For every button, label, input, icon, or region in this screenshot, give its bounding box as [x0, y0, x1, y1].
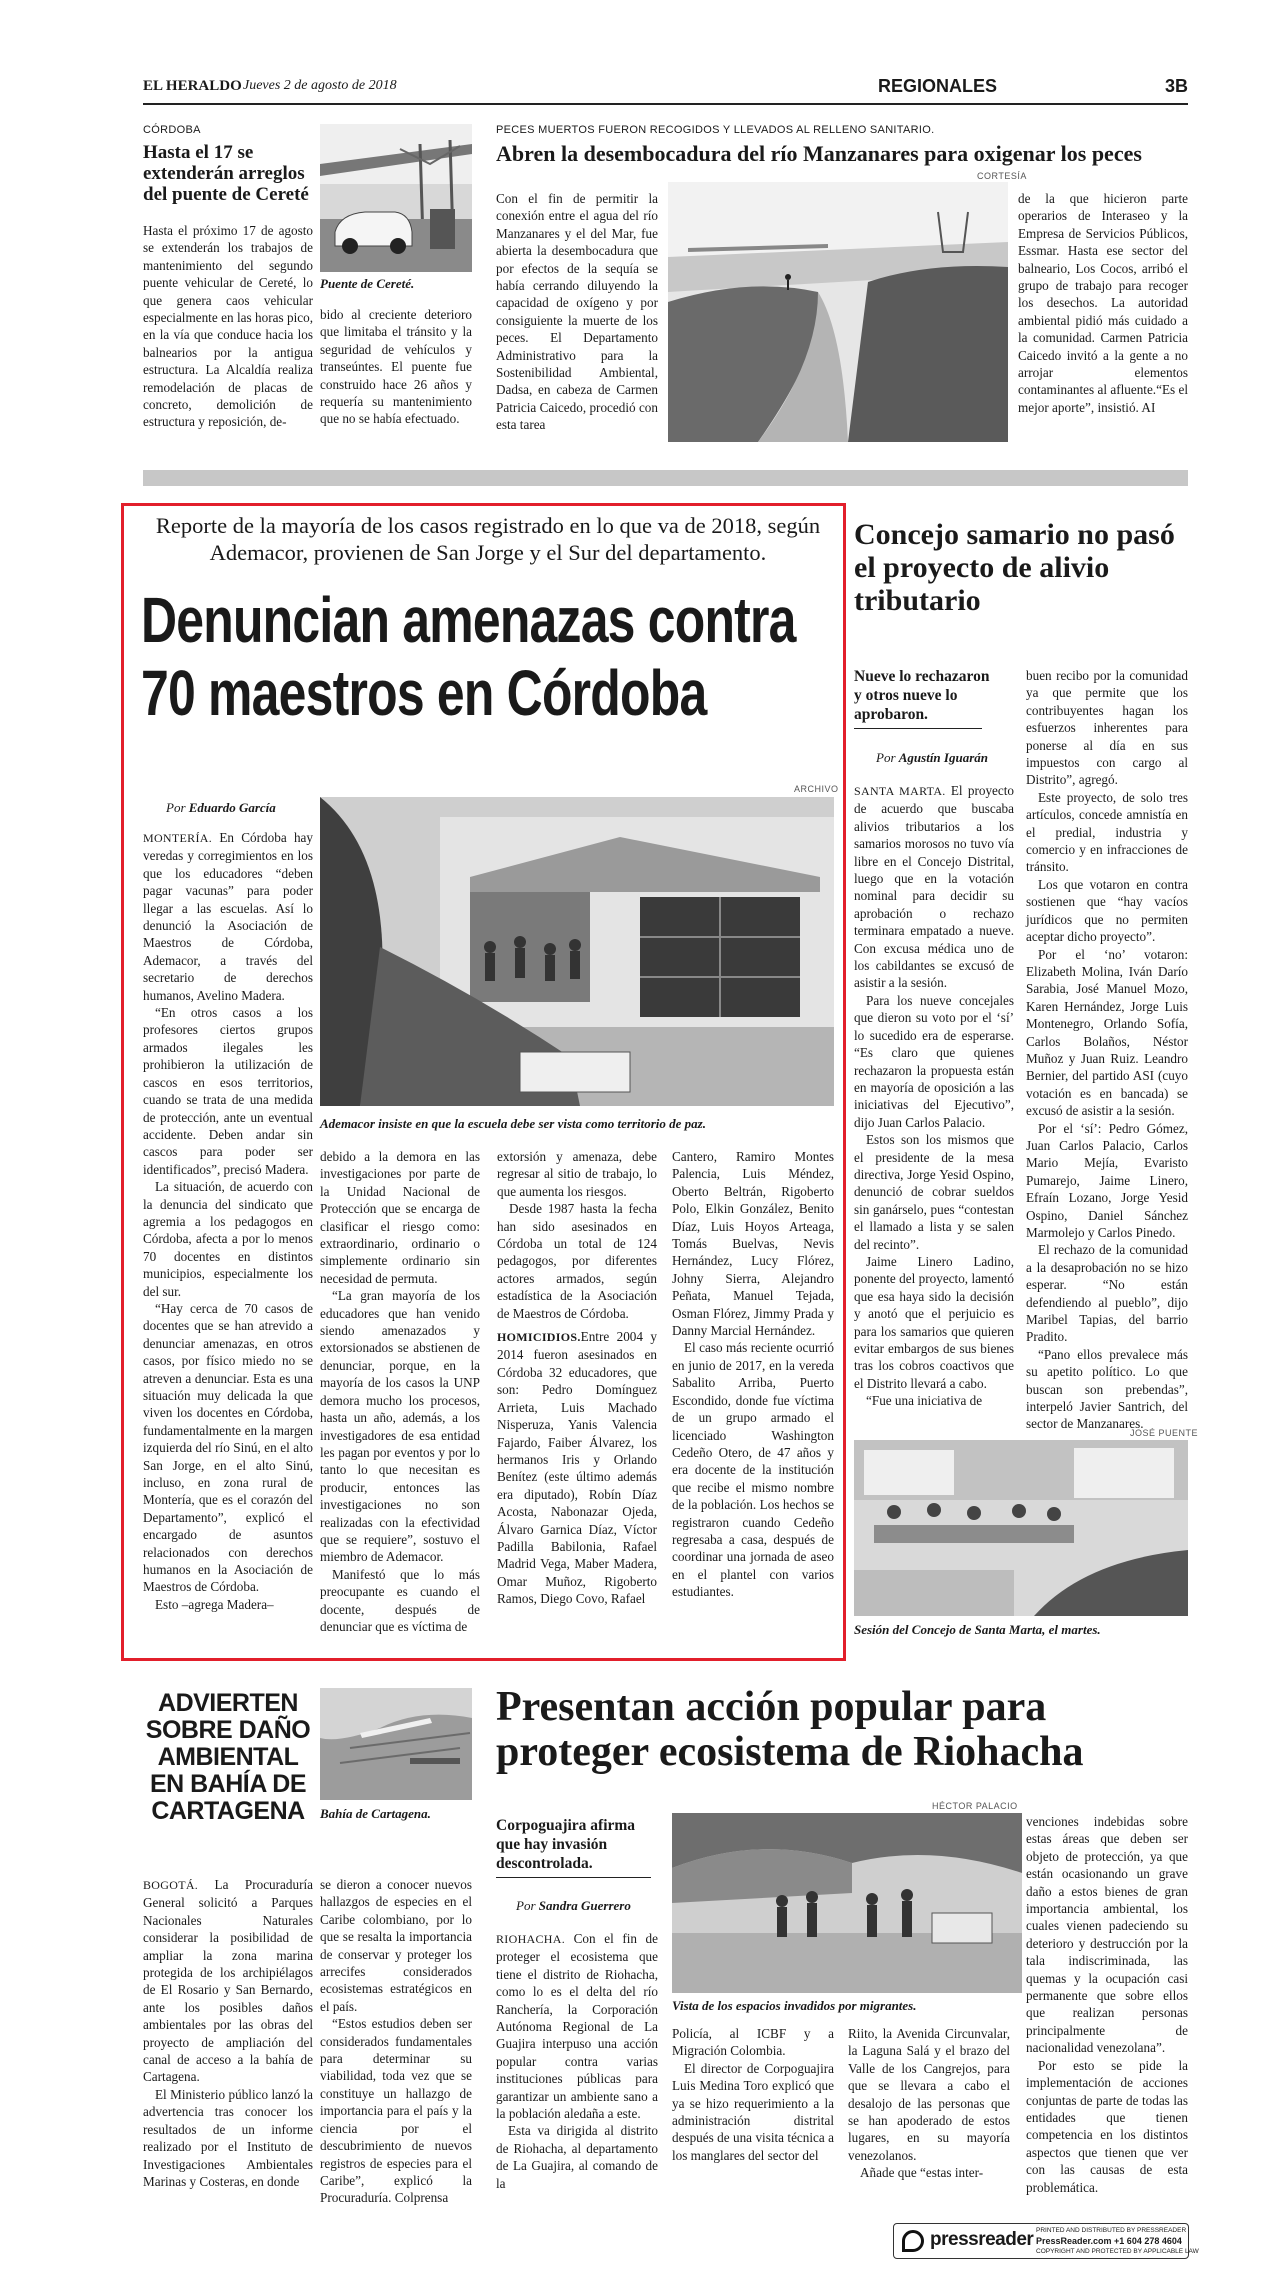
riohacha-col1-p2: Esta va dirigida al distrito de Riohacha, al departamento de La Guajira, al comando de la	[496, 2123, 658, 2191]
bahia-col1	[143, 1876, 313, 2190]
riohacha-col2	[672, 2025, 834, 2164]
riohacha-credit: HÉCTOR PALACIO	[932, 1801, 1018, 1811]
cordoba-col1-p2: “En otros casos a los profesores ciertos grupos armados ilegales les prohibieron la utilización de cascos en esos territorios, cuando se trata de una medida de protección, ante un eventual accidente. Deben andar sin cascos para poder ser identificados”, precisó Madera.	[143, 1005, 313, 1177]
manzanares-kicker: PECES MUERTOS FUERON RECOGIDOS Y LLEVADOS AL RELLENO SANITARIO.	[496, 124, 935, 136]
cordoba-col3-p1: extorsión y amenaza, debe regresar al sitio de trabajo, lo que aumenta los riesgos.	[497, 1149, 657, 1199]
cordoba-title-line1: Denuncian amenazas contra	[141, 584, 796, 656]
concejo-col2-p6: El rechazo de la comunidad a la desaprobación no se hizo esperar. “No están defendiendo al pueblo”, dijo Maribel Tapias, del barrio Pradito.	[1026, 1242, 1188, 1345]
riohacha-col4-p2: Por esto se pide la implementación de acciones conjuntas de parte de todas las entidades que tienen competencia en los distintos aspectos que tienen que ver con las causas de esta problemática.	[1026, 2057, 1188, 2195]
pressreader-badge[interactable]	[893, 2223, 1199, 2259]
cerete-col1-text: Hasta el próximo 17 de agosto se extenderán los trabajos de mantenimiento del segundo puente vehicular de Cereté, lo que genera caos vehicular especialmente en las horas pico, en la vía que conduce hacia los balnearios por la antigua estructura. La Alcaldía realiza remodelación de placas de concreto, demolición de estructura y reposición, de-	[143, 223, 313, 430]
riohacha-sub-rule	[496, 1877, 651, 1878]
concejo-col2-p2: Este proyecto, de solo tres artículos, concede amnistía en el predial, industria y comercio y en infracciones de tránsito.	[1026, 789, 1188, 875]
concejo-col1-p1-text: El proyecto de acuerdo que buscaba alivios tributarios a los samarios morosos no tuvo vía libre en el Concejo Distrital, luego que en la votación nominal para decidir su aprobación o rechazo terminara empatado a nueve. Con excusa médica uno de los cabildantes se excusó de asistir a la sesión.	[854, 783, 1014, 991]
cordoba-col2-p3: Manifestó que lo más preocupante es cuando el docente, después de denunciar que es víctima de	[320, 1566, 480, 1634]
section-divider	[143, 470, 1188, 486]
cordoba-col2-p1: debido a la demora en las investigaciones por parte de la Unidad Nacional de Protección que se encarga de clasificar el riesgo como: extraordinario, ordinario o simplemente ordinario sin necesidad de permuta.	[320, 1149, 480, 1286]
riohacha-col3	[848, 2025, 1010, 2182]
cordoba-col2-p2: “La gran mayoría de los educadores que han venido siendo amenazados y extorsionados se abstienen de denunciar, porque, en la mayoría de los casos la UNP demora mucho los procesos, hasta un año, además, a los investigadores de esa entidad les pagan por eventos y por lo tanto lo que necesitan es producir, entonces las investigaciones no son realizadas con la efectividad que se requiere”, sostuvo el miembro de Ademacor.	[320, 1288, 480, 1565]
riohacha-title: Presentan acción popular para proteger ecosistema de Riohacha	[496, 1684, 1084, 1775]
concejo-col2-p7: “Pano ellos prevalece más su apetito político. Lo que buscan son prebendas”, interpeló Javier Santrich, del sector de Manzanares.	[1026, 1346, 1188, 1432]
cordoba-homicidios-lead: HOMICIDIOS.	[497, 1330, 581, 1345]
cordoba-kicker: Reporte de la mayoría de los casos registrado en lo que va de 2018, según Ademacor, provienen de San Jorge y el Sur del departamento.	[155, 513, 821, 565]
concejo-col2-p5: Por el ‘sí’: Pedro Gómez, Juan Carlos Palacio, Carlos Mario Mejía, Evaristo Pumarejo, Jaime Linero, Efraín Lozano, Jorge Yesid Ospino, Daniel Sánchez Marmolejo y Carlos Pinedo.	[1026, 1120, 1188, 1240]
cordoba-credit: ARCHIVO	[794, 784, 839, 794]
bay-aerial-photo-icon	[320, 1688, 472, 1800]
riohacha-col2-p1: Policía, al ICBF y a Migración Colombia.	[672, 2026, 834, 2059]
council-session-photo-icon	[854, 1440, 1188, 1616]
cordoba-col1	[143, 829, 313, 1613]
bahia-col2-p2: “Estos estudios deben ser considerados fundamentales para determinar su viabilidad, toda vez que se constituye un hallazgo de importancia para el país y la ciencia por el descubrimiento de nuevos registros de especies para el Caribe”, explicó la Procuraduría. Colprensa	[320, 2016, 472, 2206]
manzanares-credit: CORTESÍA	[977, 171, 1027, 181]
cordoba-col4-p2: El caso más reciente ocurrió en junio de 2017, en la vereda Sabalito Arriba, Puerto Escondido, donde fue víctima de un grupo armado el licenciado Washington Cedeño Otero, de 47 años y era docente de la institución que recibe el mismo nombre de la población. Los hechos se registraron cuando Cedeño regresaba a casa, después de coordinar una jornada de aseo en el plantel con varios estudiantes.	[672, 1340, 834, 1600]
riohacha-col3-p1: Riito, la Avenida Circunvalar, la Laguna Salá y el brazo del Valle de los Cangrejos, para que se llevara a cabo el desalojo de las personas que se han apoderado de estos lugares, en su mayoría venezolanos.	[848, 2026, 1010, 2163]
concejo-col1-p4: Jaime Linero Ladino, ponente del proyecto, lamentó que esa haya sido la decisión y anotó que el perjuicio es para los samarios que quieren evitar embargos de sus bienes tras los cobros coactivos que el Distrito llevará a cabo.	[854, 1253, 1014, 1391]
bahia-col1-p1-text: La Procuraduría General solicitó a Parques Nacionales Naturales considerar la posibilidad de ampliar la zona marina protegida de los archipiélagos de El Rosario y San Bernardo, ante los posibles daños ambientales por las obras del proyecto de ampliación del canal de acceso a la bahía de Cartagena.	[143, 1877, 313, 2085]
cordoba-col1-p4: “Hay cerca de 70 casos de docentes que se han atrevido a denunciar amenazas, en otros casos, por físico miedo no se atreven a denunciar. Esta es una situación muy delicada la que viven los docentes en Córdoba, fundamentalmente en la margen izquierda del río Sinú, en el alto San Jorge, en el alto Sinú, incluso, en zona rural de Montería, que es el corazón del Departamento”, explicó el encargado de asuntos relacionados con derechos humanos en la Asociación de Maestros de Córdoba.	[143, 1300, 313, 1595]
concejo-byline-name: Agustín Iguarán	[898, 750, 988, 765]
manzanares-photo	[668, 182, 1008, 442]
pressreader-line1: PRINTED AND DISTRIBUTED BY PRESSREADER	[1036, 2227, 1187, 2234]
cordoba-title-line2: 70 maestros en Córdoba	[141, 657, 707, 729]
riohacha-dateline: RIOHACHA.	[496, 1932, 566, 1946]
concejo-col2-p1: buen recibo por la comunidad ya que permite que los contribuyentes hagan los esfuerzos inherentes para ponerse al día en sus impuestos con cargo al Distrito”, agregó.	[1026, 668, 1188, 788]
cordoba-col1-p1-text: En Córdoba hay veredas y corregimientos en los que los educadores “deben pagar vacunas” para poder llegar a las escuelas. Así lo denunció la Asociación de Maestros de Córdoba, Ademacor, a través del secretario de derechos humanos, Avelino Madera.	[143, 830, 314, 1003]
bahia-title: ADVIERTEN SOBRE DAÑO AMBIENTAL EN BAHÍA DE CARTAGENA	[145, 1689, 311, 1825]
cordoba-photo	[320, 797, 834, 1106]
paper-name: EL HERALDO	[143, 78, 242, 94]
bahia-col1-p2: El Ministerio público lanzó la advertencia tras conocer los resultados de un informe realizado por el Instituto de Investigaciones Ambientales Marinas y Costeras, en donde	[143, 2086, 313, 2189]
concejo-col2	[1026, 667, 1188, 1433]
concejo-dateline: SANTA MARTA.	[854, 784, 946, 798]
riohacha-col1-p1	[496, 1930, 658, 2122]
riohacha-byline-name: Sandra Guerrero	[538, 1898, 631, 1913]
concejo-col2-p4: Por el ‘no’ votaron: Elizabeth Molina, Iván Darío Sarabia, José Manuel Mozo, Karen Hernández, Jorge Luis Montenegro, Orlando Sofía, Carlos Bolaños, Néstor Muñoz y Juan Ruiz. Leandro Bernier, del partido ASI (cuyo votación es en bancada) se excusó de asistir a la sesión.	[1026, 946, 1188, 1119]
cordoba-dateline: MONTERÍA.	[143, 831, 213, 845]
cordoba-col3	[497, 1148, 657, 1608]
cordoba-byline-name: Eduardo García	[188, 800, 276, 815]
bahia-col2	[320, 1876, 472, 2207]
pressreader-line3: COPYRIGHT AND PROTECTED BY APPLICABLE LAW	[1036, 2248, 1199, 2255]
concejo-credit: JOSÉ PUENTE	[1130, 1428, 1199, 1438]
cordoba-col3-p2: Desde 1987 hasta la fecha han sido asesinados en Córdoba un total de 124 pedagogos, por diferentes actores armados, según estadística de la Asociación de Maestros de Córdoba.	[497, 1201, 657, 1321]
issue-date: Jueves 2 de agosto de 2018	[243, 78, 397, 93]
riohacha-byline-prefix: Por	[516, 1898, 536, 1913]
pressreader-brand: pressreader	[930, 2229, 1034, 2250]
concejo-col1	[854, 782, 1014, 1410]
cerete-caption: Puente de Cereté.	[320, 276, 415, 291]
riohacha-col1-p1-text: Con el fin de proteger el ecosistema que tiene el distrito de Riohacha, como lo es el delta del río Ranchería, la Corporación Autónoma Regional de La Guajira interpuso una acción popular contra varias instituciones públicas para garantizar un ambiente sano a la población aledaña a este.	[496, 1931, 658, 2122]
bahia-col2-p1: se dieron a conocer nuevos hallazgos de especies en el Caribe colombiano, por lo que se resalta la importancia de conservar y proteger los arrecifes considerados ecosistemas estratégicos en el país.	[320, 1877, 472, 2014]
manzanares-col1-text: Con el fin de permitir la conexión entre el agua del río Manzanares y el del Mar, fue abierta la desembocadura que por efectos de la sequía se había cerrando diluyendo la capacidad de oxígeno y por consiguiente la muerte de los peces. El Departamento Administrativo para la Sostenibilidad Ambiental, Dadsa, en cabeza de Carmen Patricia Caicedo, procedió con esta tarea	[496, 191, 658, 433]
section-name: REGIONALES	[878, 76, 998, 96]
cerete-photo	[320, 124, 472, 272]
cordoba-col4	[672, 1148, 834, 1601]
riohacha-subhead: Corpoguajira afirma que hay invasión descontrolada.	[496, 1817, 636, 1872]
riohacha-col1	[496, 1930, 658, 2192]
manzanares-col2-text: de la que hicieron parte operarios de Interaseo y la Empresa de Servicios Públicos, Essmar. Hasta ese sector del balneario, Los Cocos, arribó el grupo de trabajo para recoger los desechos. La autoridad ambiental pidió más cuidado a la comunidad. Carmen Patricia Caicedo invitó a la gente a no arrojar elementos contaminantes al afluente.“Es el mejor aporte”, insistió. AI	[1018, 191, 1188, 415]
riohacha-col4-p1: venciones indebidas sobre estas áreas que deben ser objeto de protección, ya que están ocasionando un grave daño a estos bienes de gran importancia ambiental, los cuales vienen padeciendo su deterioro y destrucción por la tala indiscriminada, las quemas y la ocupación casi permanente que sobre ellos que realizan personas principalmente de nacionalidad venezolana”.	[1026, 1814, 1188, 2056]
concejo-col1-p5: “Fue una iniciativa de	[866, 1393, 983, 1409]
header-rule	[143, 103, 1188, 105]
cerete-col2-text: bido al creciente deterioro que limitaba el tránsito y la seguridad de vehículos y transeúntes. El puente fue construido hace 26 años y requería su mantenimiento que no se había efectuado.	[320, 307, 472, 427]
concejo-byline	[876, 750, 988, 766]
cordoba-col3-p3	[497, 1328, 657, 1608]
river-mouth-photo-icon	[668, 182, 1008, 442]
concejo-caption: Sesión del Concejo de Santa Marta, el martes.	[854, 1622, 1101, 1637]
cerete-col2	[320, 306, 472, 428]
cerete-col1	[143, 222, 313, 431]
concejo-byline-prefix: Por	[876, 750, 896, 765]
cordoba-col1-p5: Esto –agrega Madera–	[155, 1596, 274, 1612]
concejo-col1-p2: Para los nueve concejales que dieron su voto por el ‘sí’ lo sucedido era de esperarse. “Es claro que quienes rechazaron la propuesta están en mayoría de oposición a las iniciativas del Ejecutivo”, dijo Juan Carlos Palacio.	[854, 992, 1014, 1130]
manzanares-title: Abren la desembocadura del río Manzanares para oxigenar los peces	[496, 141, 1142, 166]
concejo-col1-p1	[854, 782, 1014, 992]
cordoba-caption: Ademacor insiste en que la escuela debe ser vista como territorio de paz.	[320, 1116, 706, 1131]
concejo-title: Concejo samario no pasó el proyecto de alivio tributario	[854, 518, 1175, 617]
pressreader-line2: PressReader.com +1 604 278 4604	[1036, 2236, 1182, 2246]
bahia-photo	[320, 1688, 472, 1800]
cordoba-col4-p1: Cantero, Ramiro Montes Palencia, Luis Méndez, Oberto Beltrán, Rigoberto Polo, Elkin González, Benito Díaz, Luis Hoyos Arteaga, Tomás Buelvas, Nevis Hernández, Lucy Flórez, Johny Sierra, Alejandro Peñata, Manuel Tejada, Osman Flórez, Jimmy Prada y Danny Marcial Hernández.	[672, 1149, 834, 1339]
concejo-subhead: Nueve lo rechazaron y otros nueve lo aprobaron.	[854, 668, 990, 723]
school-photo-icon	[320, 797, 834, 1106]
invaded-area-photo-icon	[672, 1813, 1022, 1993]
masthead	[143, 75, 1188, 101]
cordoba-byline	[166, 800, 276, 816]
riohacha-col3-p2: Añade que “estas inter-	[860, 2165, 984, 2181]
bahia-caption: Bahía de Cartagena.	[320, 1806, 431, 1821]
cordoba-col2	[320, 1148, 480, 1635]
concejo-col1-p3: Estos son los mismos que el presidente de la mesa directiva, Jorge Yesid Ospino, denunció de cobrar sueldos sin ganárselo, pues “contestan el llamado a lista y se salen del recinto”.	[854, 1132, 1014, 1252]
cordoba-col1-p3: La situación, de acuerdo con la denuncia del sindicato que agremia a los pedagogos en Córdoba, afecta a por lo menos 70 docentes en distintos municipios, especialmente los del sur.	[143, 1179, 313, 1299]
page-number: 3B	[1164, 76, 1188, 96]
concejo-photo	[854, 1440, 1188, 1616]
cerete-title: Hasta el 17 se extenderán arreglos del puente de Cereté	[143, 142, 309, 205]
pressreader-logo-icon	[902, 2230, 924, 2252]
cordoba-byline-prefix: Por	[166, 800, 186, 815]
cerete-kicker: CÓRDOBA	[143, 124, 201, 136]
manzanares-col1	[496, 190, 658, 434]
riohacha-byline	[516, 1898, 631, 1914]
bahia-dateline: BOGOTÁ.	[143, 1878, 199, 1892]
riohacha-photo	[672, 1813, 1022, 1993]
cordoba-col3-p3-text: Entre 2004 y 2014 fueron asesinados en Córdoba 32 educadores, que son: Pedro Domínguez Arrieta, Luis Machado Nisperuza, Yanis Valencia Fajardo, Faiber Álvarez, los hermanos Iris y Orlando Benítez (este último además era diputado), Robín Díaz Acosta, Nabonazar Ojeda, Álvaro Garnica Díaz, Víctor Padilla Babilonia, Rafael Madrid Vega, Maber Madera, Omar Muñoz, Rigoberto Ramos, Diego Covo, Rafael	[497, 1329, 657, 1607]
manzanares-col2	[1018, 190, 1188, 416]
riohacha-col2-p2: El director de Corpoguajira Luis Medina Toro explicó que ya se hizo requerimiento a la administración distrital después de una visita técnica a los manglares del sector del	[672, 2060, 834, 2163]
riohacha-caption: Vista de los espacios invadidos por migrantes.	[672, 1998, 917, 2013]
cordoba-col1-p1	[143, 829, 313, 1004]
bridge-photo-icon	[320, 124, 472, 272]
bahia-col1-p1	[143, 1876, 313, 2086]
concejo-col2-p3: Los que votaron en contra sostienen que “hay vacíos jurídicos que no permiten aceptar dicho proyecto”.	[1026, 876, 1188, 945]
riohacha-col4	[1026, 1813, 1188, 2196]
concejo-sub-rule	[854, 728, 982, 729]
